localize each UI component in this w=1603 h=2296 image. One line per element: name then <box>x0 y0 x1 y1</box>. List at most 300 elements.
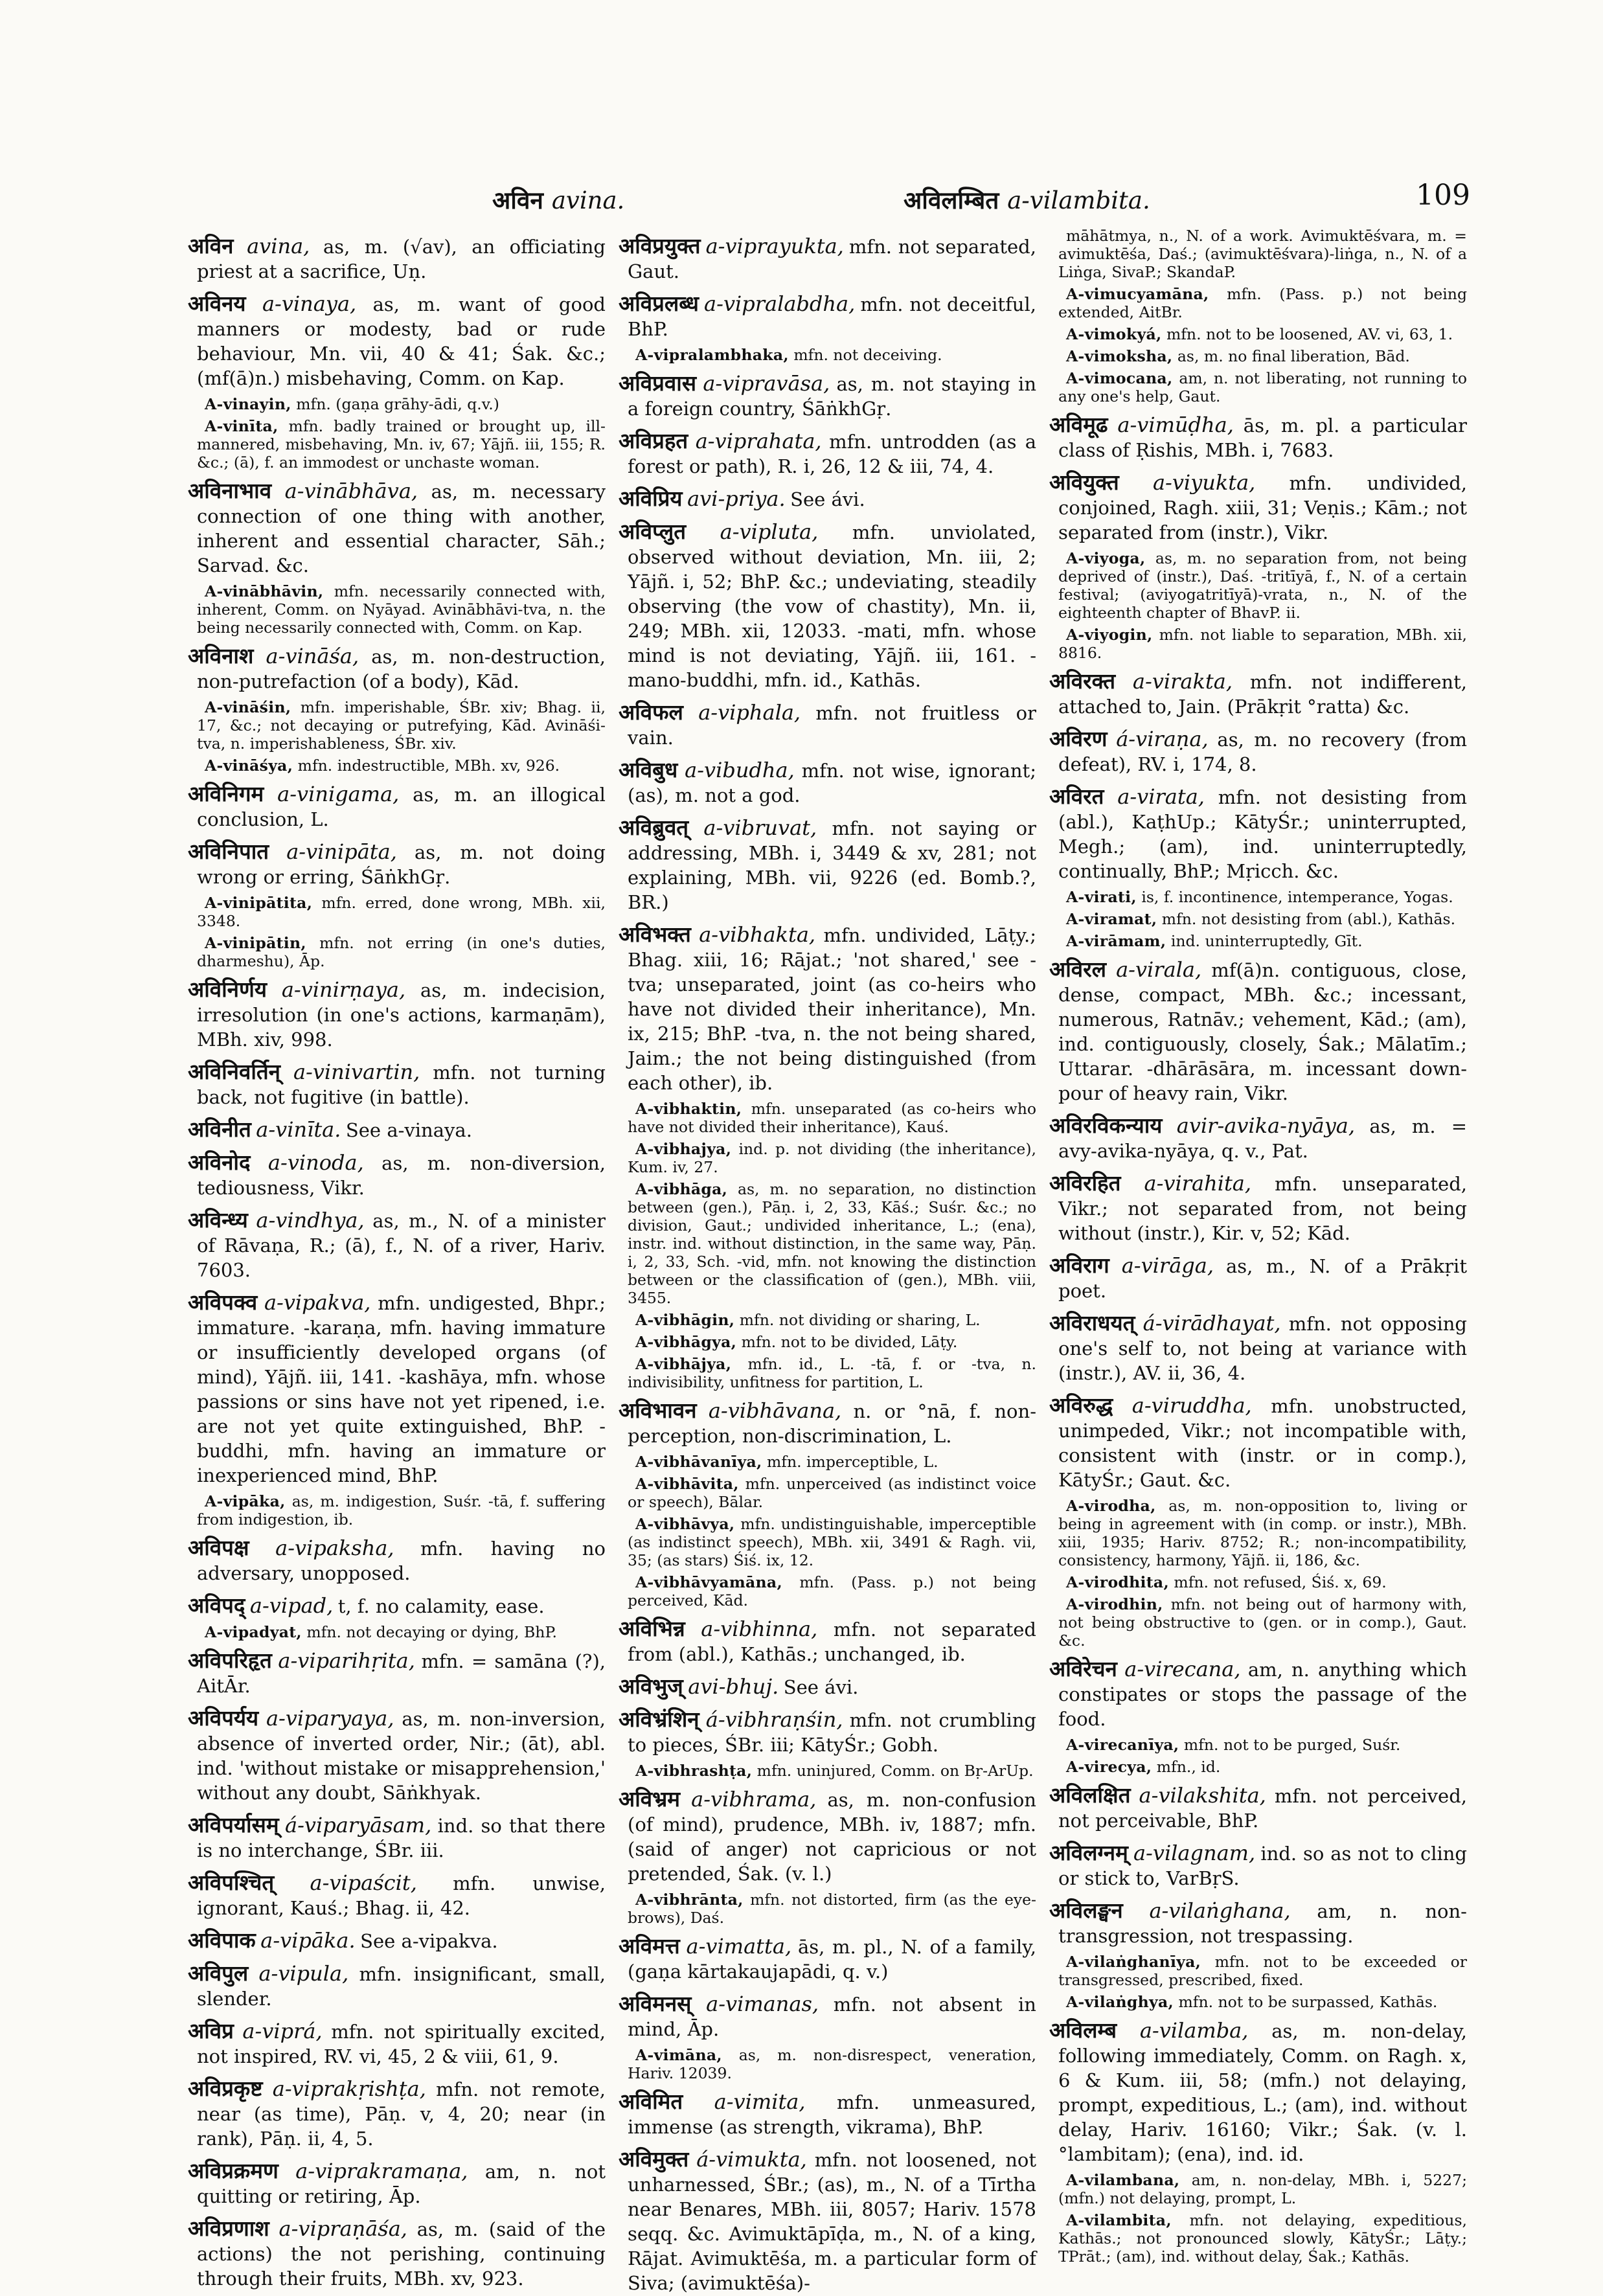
entry-definition: as, m., N. of a Prākṛit poet. <box>1058 1255 1467 1302</box>
entry-transliteration: á-vibhraṇśin, <box>705 1707 843 1732</box>
dictionary-entry <box>619 233 1036 284</box>
entry-definition: mfn. not saying or addressing, MBh. i, 3449 & xv, 281; not explaining, MBh. vii, 9226 (ed. Bomb.?, BR.) <box>628 817 1036 913</box>
entry-headword: A-vibhāgya, <box>635 1333 737 1351</box>
entry-definition: mfn. badly trained or brought up, ill-mannered, misbehaving, Mn. iv, 67; Yājñ. iii, 155; R. &c.; (ā), f. an immodest or unchaste woman. <box>197 417 606 472</box>
dictionary-entry <box>1049 2211 1467 2266</box>
dictionary-entry <box>1049 1758 1467 1776</box>
entry-definition: mfn. not opposing one's self to, not being at variance with (instr.), AV. ii, 36, 4. <box>1058 1313 1467 1384</box>
entry-transliteration: a-vibhakta, <box>699 922 816 947</box>
entry-headword: अविप्रिय <box>619 486 683 511</box>
dictionary-entry <box>188 1535 606 1586</box>
dictionary-entry <box>1049 1840 1467 1891</box>
entry-headword: अविनीत <box>188 1117 251 1142</box>
entry-transliteration: a-virahita, <box>1144 1171 1252 1196</box>
entry-transliteration: a-virata, <box>1117 784 1205 809</box>
entry-definition: ind. uninterruptedly, Gīt. <box>1170 932 1363 950</box>
page-number: 109 <box>1416 179 1470 212</box>
dictionary-entry <box>188 2018 606 2069</box>
entry-transliteration: a-vinoda, <box>267 1150 364 1175</box>
entry-definition: mfn. not dividing or sharing, L. <box>739 1311 981 1329</box>
dictionary-entry <box>619 1616 1036 1667</box>
entry-definition: as, m. (said of the actions) the not perishing, continuing through their fruits, MBh. xv, 923. <box>197 2218 606 2290</box>
entry-transliteration: a-vipraṇāśa, <box>279 2216 407 2241</box>
entry-definition: mfn. not decaying or dying, BhP. <box>306 1623 557 1641</box>
dictionary-entry <box>188 1207 606 1283</box>
entry-transliteration: a-viyukta, <box>1152 470 1256 495</box>
entry-transliteration: a-vibhrama, <box>691 1787 817 1812</box>
dictionary-entry <box>1049 784 1467 884</box>
dictionary-entry <box>188 977 606 1052</box>
entry-transliteration: a-vipula, <box>258 1961 349 1986</box>
entry-headword: अविरहित <box>1049 1170 1121 1196</box>
entry-headword: अविमत्त <box>619 1933 680 1959</box>
dictionary-entry <box>1049 1170 1467 1246</box>
column-2 <box>619 227 1036 2294</box>
dictionary-entry <box>188 1150 606 1201</box>
dictionary-entry <box>1049 1656 1467 1732</box>
dictionary-entry <box>188 1593 606 1619</box>
entry-definition: as, m. non-disrespect, veneration, Hariv. 12039. <box>628 2046 1036 2082</box>
entry-headword: A-vināśin, <box>205 698 291 716</box>
entry-headword: A-virodha, <box>1066 1497 1156 1515</box>
entry-headword: अविराग <box>1049 1253 1109 1278</box>
entry-definition: mf(ā)n. contiguous, close, dense, compact, MBh. &c.; incessant, numerous, Ratnāv.; vehement, Kād.; (am), ind. contiguously, closely, Śak.; Mālatīm.; Uttarar. -dhārāsāra, m. incessant down-pour of heavy rain, Vikr. <box>1058 959 1467 1104</box>
entry-headword: A-vibhāgin, <box>635 1311 735 1329</box>
entry-definition: mfn. not delaying, expeditious, Kathās.; not pronounced slowly, KātyŚr.; Lāṭy.; TPrāt.; (am), ind. without delay, Śak.; Kathās. <box>1058 2211 1467 2266</box>
dictionary-entry <box>1049 932 1467 950</box>
entry-definition: mfn. not deceitful, BhP. <box>628 293 1036 340</box>
entry-definition: mfn. not fruitless or vain. <box>628 702 1036 749</box>
entry-definition: ās, m. pl., N. of a family, (gaṇa kārtakaujapādi, q. v.) <box>628 1936 1036 1983</box>
dictionary-entry <box>619 486 1036 512</box>
entry-headword: अविरण <box>1049 726 1108 751</box>
entry-definition: t, f. no calamity, ease. <box>337 1595 545 1617</box>
entry-definition: mfn. not indifferent, attached to, Jain. (Prākṛit °ratta) &c. <box>1058 671 1467 718</box>
entry-headword: अविमित <box>619 2089 683 2114</box>
entry-headword: A-vibhajya, <box>635 1140 732 1158</box>
entry-transliteration: a-vipad, <box>249 1593 334 1618</box>
right-head-translit: a-vilambita. <box>1007 187 1150 214</box>
entry-headword: अविनाभाव <box>188 478 272 503</box>
dictionary-entry <box>1049 1898 1467 1949</box>
dictionary-entry <box>188 1492 606 1529</box>
dictionary-entry <box>188 781 606 832</box>
dictionary-entry <box>1049 626 1467 662</box>
entry-definition: mfn. untrodden (as a forest or path), R. i, 26, 12 & iii, 74, 4. <box>628 431 1036 477</box>
dictionary-entry <box>619 2046 1036 2082</box>
entry-definition: mfn. having no adversary, unopposed. <box>197 1538 606 1584</box>
dictionary-entry <box>188 1648 606 1699</box>
entry-definition: am, n. not liberating, not running to any one's help, Gaut. <box>1058 369 1467 405</box>
entry-transliteration: a-virala, <box>1116 957 1202 982</box>
dictionary-entry <box>188 1117 606 1143</box>
dictionary-entry <box>188 291 606 391</box>
left-head-devanagari: अविन <box>492 186 543 214</box>
entry-definition: mfn. id., L. -tā, f. or -tva, n. indivisibility, unfitness for partition, L. <box>628 1355 1036 1391</box>
entry-headword: अवियुक्त <box>1049 470 1119 495</box>
entry-transliteration: a-vimanas, <box>706 1992 819 2016</box>
entry-definition: as, m. not staying in a foreign country, ŚāṅkhGṛ. <box>628 373 1036 420</box>
entry-headword: अविनाश <box>188 643 254 668</box>
dictionary-entry <box>188 1812 606 1863</box>
entry-headword: अविरल <box>1049 957 1106 982</box>
entry-definition: as, m. (√av), an officiating priest at a sacrifice, Uṇ. <box>197 236 606 282</box>
entry-headword: A-virati, <box>1066 888 1137 906</box>
entry-headword: अविपक्व <box>188 1290 258 1315</box>
dictionary-entry <box>619 1475 1036 1511</box>
entry-definition: mfn. (Pass. p.) not being extended, AitBr. <box>1058 285 1467 321</box>
entry-definition: mfn. not desisting from (abl.), Kathās. <box>1161 910 1456 928</box>
entry-definition: mfn. unseparated, Vikr.; not separated from, not being without (instr.), Kir. v, 52; Kād. <box>1058 1173 1467 1244</box>
entry-transliteration: a-vibruvat, <box>703 815 817 840</box>
entry-headword: अविप्रकृष्ट <box>188 2076 263 2101</box>
entry-transliteration: a-vilagnam, <box>1133 1841 1256 1865</box>
entry-headword: अविरक्त <box>1049 668 1116 694</box>
entry-definition: as, m. non-confusion (of mind), prudence, MBh. iv, 1887; mfn. (said of anger) not capricious or not pretended, Śak. (v. l.) <box>628 1789 1036 1885</box>
entry-definition: mfn. unobstructed, unimpeded, Vikr.; not incompatible with, consistent with (instr. or in comp.), KātyŚr.; Gaut. &c. <box>1058 1395 1467 1491</box>
dictionary-entry <box>1049 1392 1467 1493</box>
entry-definition: mfn., id. <box>1156 1758 1221 1776</box>
dictionary-entry <box>188 1705 606 1806</box>
entry-headword: A-vipadyat, <box>205 1623 302 1641</box>
entry-definition: as, m. necessary connection of one thing with another, inherent and essential character, Sāh.; Sarvad. &c. <box>197 481 606 576</box>
dictionary-entry <box>1049 1782 1467 1834</box>
dictionary-entry <box>619 1453 1036 1471</box>
entry-headword: A-viyoga, <box>1066 549 1146 567</box>
entry-transliteration: a-vinigama, <box>277 782 400 806</box>
entry-headword: A-vimucyamāna, <box>1066 285 1209 303</box>
entry-headword: अविपर्यासम् <box>188 1812 279 1837</box>
entry-headword: A-vibhāvita, <box>635 1475 739 1493</box>
dictionary-entry <box>619 1762 1036 1780</box>
dictionary-entry <box>1049 1993 1467 2011</box>
dictionary-entry <box>619 757 1036 808</box>
dictionary-entry <box>1049 2018 1467 2167</box>
entry-headword: A-virodhin, <box>1066 1595 1163 1613</box>
entry-definition: ās, m. pl. a particular class of Ṛishis, MBh. i, 7683. <box>1058 415 1467 461</box>
dictionary-entry <box>1049 1253 1467 1304</box>
entry-transliteration: a-vipaksha, <box>275 1536 394 1560</box>
entry-definition: mfn. erred, done wrong, MBh. xii, 3348. <box>197 894 606 930</box>
entry-definition: am, n. not quitting or retiring, Āp. <box>197 2161 606 2207</box>
entry-headword: A-virāmam, <box>1066 932 1166 950</box>
entry-definition: mfn. not to be divided, Lāṭy. <box>741 1333 958 1351</box>
entry-definition: mfn. = samāna (?), AitĀr. <box>197 1650 606 1697</box>
entry-definition: See ávi. <box>790 488 865 510</box>
dictionary-entry <box>1049 957 1467 1106</box>
dictionary-entry <box>619 1140 1036 1176</box>
entry-headword: अविप्रयुक्त <box>619 233 701 258</box>
entry-definition: as, m. non-delay, following immediately, Comm. on Ragh. x, 6 & Kum. iii, 58; (mfn.) not delaying, prompt, expeditious, L.; (am), ind. without delay, Hariv. 16160; Vikr.; Śak. (v. l. °lambitam); (ena), ind. id. <box>1058 2020 1467 2165</box>
dictionary-entry <box>619 1707 1036 1758</box>
entry-transliteration: á-vimukta, <box>696 2147 807 2172</box>
entry-definition: mfn. not separated, Gaut. <box>628 236 1036 282</box>
entry-headword: अविप्रवास <box>619 370 697 396</box>
dictionary-entry <box>188 395 606 413</box>
entry-headword: अविपर्यय <box>188 1705 259 1731</box>
entry-definition: mfn. not refused, Śiś. x, 69. <box>1174 1573 1387 1591</box>
entry-headword: A-virodhita, <box>1066 1573 1169 1591</box>
entry-transliteration: á-viparyāsam, <box>285 1813 432 1837</box>
entry-headword: A-vibhrashṭa, <box>635 1762 753 1780</box>
dictionary-entry <box>619 1786 1036 1887</box>
entry-definition: mfn. not crumbling to pieces, ŚBr. iii; KātyŚr.; Gobh. <box>628 1709 1036 1756</box>
entry-headword: A-vimokyá, <box>1066 325 1162 343</box>
entry-definition: mfn. uninjured, Comm. on Bṛ-ArUp. <box>756 1762 1034 1780</box>
entry-headword: A-viyogin, <box>1066 626 1153 644</box>
entry-headword: अविप्रहत <box>619 428 688 453</box>
entry-transliteration: a-vinirṇaya, <box>281 977 406 1002</box>
entry-headword: A-vināśya, <box>205 756 293 775</box>
dictionary-entry <box>619 519 1036 693</box>
entry-headword: A-vibhāvya, <box>635 1515 735 1533</box>
entry-definition: mfn. not perceived, not perceivable, BhP. <box>1058 1785 1467 1832</box>
entry-headword: अविरेचन <box>1049 1656 1117 1681</box>
entry-transliteration: a-vinipāta, <box>286 839 397 864</box>
entry-transliteration: a-virecana, <box>1124 1657 1241 1681</box>
dictionary-entry <box>1049 1953 1467 1989</box>
entry-headword: अविपाक <box>188 1927 256 1953</box>
entry-headword: अविनोद <box>188 1150 251 1175</box>
dictionary-entry <box>619 2146 1036 2296</box>
dictionary-entry <box>188 1290 606 1488</box>
entry-transliteration: a-viprayukta, <box>705 234 844 258</box>
dictionary-entry <box>619 1355 1036 1391</box>
entry-headword: अविभुज् <box>619 1674 683 1699</box>
left-running-head <box>492 183 624 216</box>
entry-transliteration: a-vināśa, <box>266 644 359 668</box>
entry-definition: as, m. non-destruction, non-putrefaction (of a body), Kād. <box>197 646 606 692</box>
dictionary-entry <box>1049 1736 1467 1754</box>
entry-headword: अविलम्ब <box>1049 2018 1117 2043</box>
entry-definition: See ávi. <box>783 1676 859 1698</box>
dictionary-entry <box>1049 2171 1467 2207</box>
entry-transliteration: á-virādhayat, <box>1143 1311 1281 1336</box>
dictionary-entry <box>1049 470 1467 545</box>
entry-transliteration: a-vindhya, <box>256 1208 365 1233</box>
entry-headword: अविभ्रम <box>619 1786 681 1812</box>
dictionary-entry <box>619 699 1036 751</box>
entry-transliteration: a-vibudha, <box>685 758 795 782</box>
right-running-head <box>904 183 1150 216</box>
dictionary-entry <box>1049 285 1467 321</box>
entry-headword: अविपरिहृत <box>188 1648 272 1673</box>
entry-transliteration: a-virāga, <box>1121 1253 1214 1278</box>
dictionary-entry <box>188 894 606 930</box>
entry-headword: A-vimoksha, <box>1066 347 1173 365</box>
entry-headword: अविरत <box>1049 784 1104 809</box>
dictionary-entry <box>188 1059 606 1110</box>
dictionary-entry <box>188 2216 606 2291</box>
dictionary-entry <box>1049 1113 1467 1164</box>
entry-definition: mfn. (Pass. p.) not being perceived, Kād. <box>628 1573 1036 1609</box>
entry-transliteration: avina, <box>247 234 310 258</box>
entry-headword: A-vibhrānta, <box>635 1891 744 1909</box>
entry-transliteration: a-virakta, <box>1132 669 1233 694</box>
entry-headword: A-vinayin, <box>205 395 291 413</box>
entry-headword: अविभिन्न <box>619 1616 685 1641</box>
entry-definition: mfn. undistinguishable, imperceptible (as indistinct speech), MBh. xii, 3491 & Ragh. vii, 35; (as stars) Śiś. ix, 12. <box>628 1515 1036 1569</box>
entry-transliteration: a-vipāka. <box>260 1928 356 1953</box>
dictionary-entry <box>188 233 606 284</box>
entry-transliteration: avir-avika-nyāya, <box>1176 1113 1356 1138</box>
entry-definition: mfn. undigested, Bhpr.; immature. -karaṇa, mfn. having immature or insufficiently developed organs (of mind), Yājñ. iii, 141. -kashāya, mfn. whose passions or sins have not yet ripened, i.e. are not yet quite extinguished, BhP. -buddhi, mfn. having an immature or inexperienced mind, BhP. <box>197 1292 606 1486</box>
entry-headword: A-vilambana, <box>1066 2171 1180 2189</box>
dictionary-entry <box>1049 888 1467 906</box>
running-head <box>188 179 1470 222</box>
entry-definition: mfn. imperishable, ŚBr. xiv; Bhag. ii, 17, &c.; not decaying or putrefying, Kād. Avināśi-tva, n. imperishableness, ŚBr. xiv. <box>197 698 606 753</box>
entry-definition: mfn. not deceiving. <box>793 346 942 364</box>
entry-headword: A-vipralambhaka, <box>635 346 789 364</box>
dictionary-entry <box>188 2158 606 2209</box>
entry-headword: अविपक्ष <box>188 1535 249 1560</box>
entry-headword: A-vimocana, <box>1066 369 1173 387</box>
entry-transliteration: a-vibhāvana, <box>708 1398 842 1423</box>
entry-headword: A-vinābhāvin, <box>205 582 324 600</box>
dictionary-entry <box>1049 325 1467 343</box>
entry-definition: as, m. non-opposition to, living or being in agreement with (in comp. or instr.), MBh. xiii, 1935; Hariv. 8752; R.; non-incompatibility, consistency, harmony, Yājñ. ii, 186, &c. <box>1058 1497 1467 1569</box>
entry-definition: mfn. unwise, ignorant, Kauś.; Bhag. ii, 42. <box>197 1872 606 1919</box>
dictionary-entry <box>619 291 1036 342</box>
entry-definition: mfn. imperceptible, L. <box>766 1453 938 1471</box>
entry-transliteration: a-vilamba, <box>1139 2018 1249 2043</box>
entry-headword: A-virecya, <box>1066 1758 1152 1776</box>
dictionary-entry <box>188 2076 606 2152</box>
dictionary-entry <box>1049 1573 1467 1591</box>
entry-definition: mfn. insignificant, small, slender. <box>197 1963 606 2010</box>
entry-definition: am, n. anything which constipates or stops the passage of the food. <box>1058 1659 1467 1730</box>
entry-headword: अविप्रक्रमण <box>188 2158 279 2183</box>
dictionary-entry <box>1049 347 1467 365</box>
entry-headword: अविरुद्ध <box>1049 1392 1113 1418</box>
entry-headword: अविलङ्घन <box>1049 1898 1123 1923</box>
dictionary-entry <box>1049 726 1467 777</box>
dictionary-entry <box>619 1100 1036 1136</box>
entry-definition: mfn. indestructible, MBh. xv, 926. <box>297 756 560 775</box>
dictionary-entry <box>1049 227 1467 281</box>
entry-definition: mfn. not to be loosened, AV. vi, 63, 1. <box>1166 325 1453 343</box>
dictionary-entry <box>619 922 1036 1096</box>
entry-definition: mfn. not being out of harmony with, not being obstructive to (gen. or in comp.), Gaut. &c. <box>1058 1595 1467 1650</box>
entry-headword: A-vibhaktin, <box>635 1100 742 1118</box>
entry-transliteration: a-vimita, <box>714 2089 806 2114</box>
entry-headword: A-vibhājya, <box>635 1355 732 1373</box>
dictionary-entry <box>619 2089 1036 2140</box>
entry-definition: mfn. necessarily connected with, inherent, Comm. on Nyāyad. Avinābhāvi-tva, n. the being necessarily connected with, Comm. on Kap. <box>197 582 606 637</box>
entry-definition: ind. so as not to cling or stick to, VarBṛS. <box>1058 1843 1467 1889</box>
dictionary-entry <box>1049 1595 1467 1650</box>
entry-transliteration: a-vipaścit, <box>310 1870 417 1895</box>
dictionary-entry <box>188 643 606 694</box>
column-1 <box>188 227 606 2290</box>
entry-transliteration: a-vimūḍha, <box>1117 413 1234 437</box>
dictionary-entry <box>619 1891 1036 1927</box>
entry-headword: अविप्लुत <box>619 519 687 544</box>
entry-headword: अविनिपात <box>188 839 269 864</box>
entry-headword: A-vibhāga, <box>635 1180 728 1198</box>
entry-headword: A-vimāna, <box>635 2046 722 2064</box>
entry-transliteration: a-vimatta, <box>686 1934 792 1959</box>
dictionary-entry <box>188 698 606 753</box>
dictionary-entry <box>619 1333 1036 1351</box>
entry-definition: mfn. not to be exceeded or transgressed, prescribed, fixed. <box>1058 1953 1467 1989</box>
entry-definition: as, m. non-diversion, tediousness, Vikr. <box>197 1152 606 1199</box>
entry-transliteration: a-viparyaya, <box>266 1706 394 1731</box>
entry-definition: mfn. not erring (in one's duties, dharmeshu), Āp. <box>197 934 606 970</box>
entry-headword: अविमनस् <box>619 1991 692 2016</box>
entry-definition: as, m. want of good manners or modesty, bad or rude behaviour, Mn. vii, 40 & 41; Śak. &c.; (mf(ā)n.) misbehaving, Comm. on Kap. <box>197 293 606 389</box>
entry-definition: mfn. unmeasured, immense (as strength, vikrama), BhP. <box>628 2091 1036 2138</box>
entry-headword: A-vilambita, <box>1066 2211 1172 2229</box>
entry-definition: as, m. not doing wrong or erring, ŚāṅkhGṛ. <box>197 841 606 888</box>
entry-transliteration: a-vinaya, <box>262 291 357 316</box>
dictionary-entry <box>619 1311 1036 1329</box>
entry-transliteration: á-viraṇa, <box>1116 727 1209 751</box>
dictionary-entry <box>619 815 1036 915</box>
entry-headword: अविप्र <box>188 2018 234 2043</box>
entry-definition: am, n. non-delay, MBh. i, 5227; (mfn.) not delaying, prompt, L. <box>1058 2171 1467 2207</box>
entry-headword: अविपुल <box>188 1961 249 1986</box>
entry-definition: mfn. not to be purged, Suśr. <box>1183 1736 1401 1754</box>
entry-transliteration: a-vilakshita, <box>1139 1783 1266 1808</box>
entry-headword: अविपश्चित् <box>188 1870 275 1895</box>
entry-definition: as, m. no final liberation, Bād. <box>1177 347 1410 365</box>
entry-headword: A-vilaṅghanīya, <box>1066 1953 1201 1971</box>
dictionary-entry <box>188 839 606 890</box>
entry-definition: as, m. an illogical conclusion, L. <box>197 784 606 830</box>
entry-headword: अविबुध <box>619 757 678 782</box>
dictionary-entry <box>619 428 1036 479</box>
entry-definition: māhātmya, n., N. of a work. Avimuktēśvara, m. = avimuktēśa, Daś.; (avimuktēśvara)-liṅga, n., N. of a Liṅga, SivaP.; SkandaP. <box>1058 227 1467 281</box>
entry-definition: as, m., N. of a minister of Rāvaṇa, R.; (ā), f., N. of a river, Hariv. 7603. <box>197 1210 606 1281</box>
dictionary-entry <box>188 1870 606 1921</box>
entry-headword: A-vipāka, <box>205 1492 286 1510</box>
entry-definition: mfn. (gaṇa grāhy-ādi, q.v.) <box>296 395 499 413</box>
entry-headword: अविप्रणाश <box>188 2216 269 2241</box>
dictionary-entry <box>188 582 606 637</box>
entry-definition: as, m. indigestion, Suśr. -tā, f. suffering from indigestion, ib. <box>197 1492 606 1529</box>
entry-definition: as, m. no recovery (from defeat), RV. i, 174, 8. <box>1058 729 1467 775</box>
dictionary-entry <box>619 1674 1036 1700</box>
entry-headword: A-vinīta, <box>205 417 279 435</box>
dictionary-entry <box>619 1933 1036 1984</box>
dictionary-entry <box>1049 1310 1467 1386</box>
entry-transliteration: a-viruddha, <box>1131 1393 1252 1418</box>
dictionary-entry <box>619 1991 1036 2042</box>
dictionary-entry <box>188 934 606 970</box>
dictionary-entry <box>619 1515 1036 1569</box>
entry-definition: is, f. incontinence, intemperance, Yogas. <box>1141 888 1453 906</box>
entry-definition: mfn. not absent in mind, Āp. <box>628 1994 1036 2040</box>
entry-headword: अविभावन <box>619 1398 697 1423</box>
entry-transliteration: a-vipravāsa, <box>703 371 830 396</box>
entry-headword: अविनिवर्तिन् <box>188 1059 280 1084</box>
entry-transliteration: a-vipralabdha, <box>704 291 856 316</box>
entry-definition: as, m. no separation, no distinction between (gen.), Pāṇ. i, 2, 33, Kāś.; Suśr. &c.; no division, Gaut.; undivided inheritance, L.; (ena), instr. ind. without distinction, in the same way, Pāṇ. i, 2, 33, Sch. -vid, mfn. not knowing the distinction between or the classification of (gen.), MBh. viii, 3455. <box>628 1180 1036 1307</box>
entry-definition: mfn. not wise, ignorant; (as), m. not a god. <box>628 760 1036 806</box>
entry-transliteration: avi-priya. <box>687 486 786 511</box>
dictionary-entry <box>619 1398 1036 1449</box>
entry-headword: अविमुक्त <box>619 2146 689 2172</box>
entry-transliteration: a-vinivartin, <box>293 1060 420 1084</box>
entry-headword: अविन <box>188 233 234 258</box>
left-head-translit: avina. <box>551 187 625 214</box>
dictionary-entry <box>619 370 1036 422</box>
entry-headword: अविनिर्णय <box>188 977 267 1002</box>
entry-transliteration: a-vinīta. <box>256 1117 341 1142</box>
entry-transliteration: a-viprá, <box>242 2019 323 2043</box>
dictionary-entry <box>188 478 606 578</box>
